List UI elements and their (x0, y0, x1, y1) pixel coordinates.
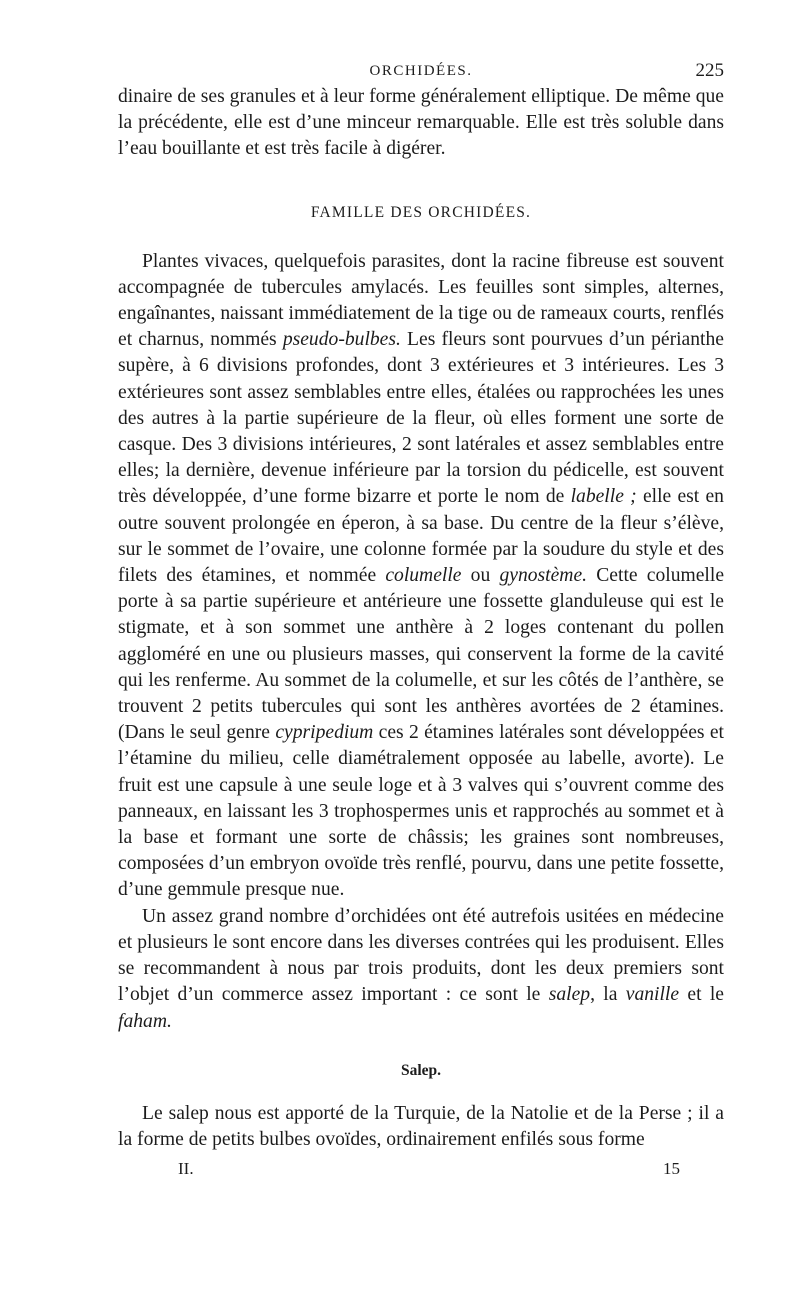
italic-term: pseudo-bulbes. (282, 329, 401, 351)
italic-term: gynostème. (499, 565, 588, 587)
text-run: ou (461, 565, 500, 587)
uses-paragraph (118, 904, 724, 1035)
text-run: Les fleurs sont pourvues d’un périanthe supère, à 6 divisions profondes, dont 3 extérieures et 3 intérieures. Les 3 extérieures sont assez semblables entre elles, étalées ou rapprochées les unes des autres à la partie supérieure de la fleur, où elles forment une sorte de casque. Des 3 divisions intérieures, 2 sont latérales et assez semblables entre elles; la dernière, devenue inférieure par la torsion du pédicelle, est souvent très développée, d’une forme bizarre et porte le nom de (118, 329, 724, 508)
text-run: Un assez grand nombre d’orchidées ont été autrefois usitées en médecine et plusieurs le sont encore dans les diverses contrées qui les produisent. Elles se recommandent à nous par trois produits, dont les deux premiers sont l’objet d’un commerce assez important : ce sont le (118, 905, 724, 1006)
volume-number: II. (178, 1159, 194, 1178)
text-run: Plantes vivaces, quelquefois parasites, dont la racine fibreuse est souvent accompagnée de tubercules amylacés. Les feuilles sont simples, alternes, engaînantes, naissant immédiatement de la tige ou de rameaux courts, renflés et charnus, nommés (118, 250, 724, 351)
subsection-heading: Salep. (400, 1061, 442, 1079)
salep-paragraph: Le salep nous est apporté de la Turquie, de la Natolie et de la Perse ; il a la forme de petits bulbes ovoïdes, ordinairement enfilés sous forme (118, 1102, 724, 1150)
signature-mark: 15 (663, 1159, 680, 1178)
text-run: Cette columelle porte à sa partie supérieure et antérieure une fossette glanduleuse qui est le stigmate, et à son sommet une anthère à 2 loges contenant du pollen aggloméré en une ou plusieurs masses, qui conservent la forme de la cavité qui les renferme. Au sommet de la columelle, et sur les côtés de l’anthère, se trouvent 2 petits tubercules qui sont les anthères avortées de 2 étamines. (Dans le seul genre (118, 565, 725, 744)
section-heading: FAMILLE DES ORCHIDÉES. (310, 203, 532, 221)
book-page (118, 58, 724, 1153)
page-number: 225 (695, 60, 724, 81)
italic-term: vanille (625, 984, 680, 1006)
italic-term: salep (548, 984, 591, 1006)
italic-term: cypripedium (275, 722, 374, 744)
italic-term: faham. (118, 1010, 172, 1032)
running-header (118, 58, 724, 84)
text-run: et le (679, 984, 724, 1006)
text-run: ces 2 étamines latérales sont développées et l’étamine du milieu, celle diamétralement opposée au labelle, avorte). Le fruit est une capsule à une seule loge et à 3 valves qui s’ouvrent comme des panneaux, en laissant les 3 trophospermes unis et rapprochés au sommet et à la base et formant une sorte de châssis; les graines sont nombreuses, composées d’un embryon ovoïde très renflé, pourvu, dans une petite fossette, d’une gemmule presque nue. (118, 722, 724, 901)
italic-term: labelle ; (570, 486, 637, 508)
italic-term: columelle (385, 565, 462, 587)
text-run: , la (590, 984, 626, 1006)
family-description-paragraph (118, 249, 724, 904)
text-run: elle est en outre souvent prolongée en éperon, à sa base. Du centre de la fleur s’élève, sur le sommet de l’ovaire, une colonne formée par la soudure du style et des filets des étamines, et nommée (118, 486, 724, 587)
running-title: ORCHIDÉES. (369, 63, 473, 79)
continued-paragraph: dinaire de ses granules et à leur forme généralement elliptique. De même que la précédente, elle est d’une minceur remarquable. Elle est très soluble dans l’eau bouillante et est très facile à digérer. (118, 86, 724, 160)
